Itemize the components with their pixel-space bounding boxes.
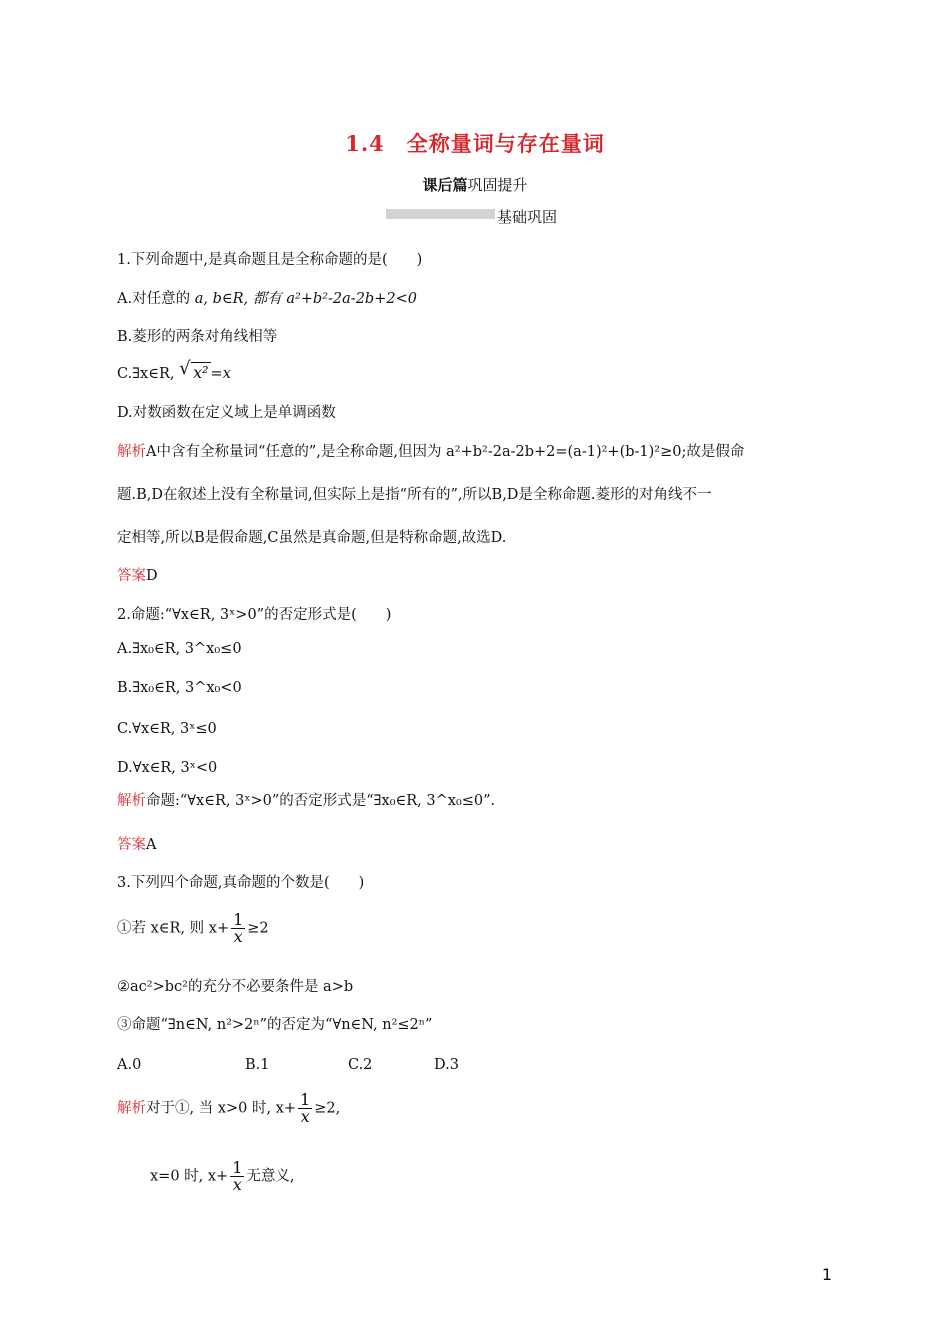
q3-line2-prefix: x=0 时, x+ (150, 1168, 229, 1185)
subtitle-rest: 巩固提升 (467, 176, 528, 194)
q1-answer-value: D (146, 568, 158, 584)
q3-option-a: A.0 (117, 1057, 142, 1073)
fraction-one-over-x (298, 1092, 312, 1125)
q3-analysis-suffix: ≥2, (314, 1100, 341, 1117)
q3-analysis-line-1 (117, 1092, 340, 1125)
fraction-one-over-x (230, 1160, 244, 1193)
q1-option-b: B.菱形的两条对角线相等 (117, 329, 278, 345)
fraction-denominator: x (232, 1175, 242, 1194)
q3-item-1 (117, 912, 269, 945)
q2-analysis-label: 解析 (117, 793, 146, 809)
q2-analysis (117, 791, 495, 811)
q1-option-c-suffix: =x (210, 366, 231, 382)
q1-option-d: D.对数函数在定义域上是单调函数 (117, 405, 336, 421)
section-bar (386, 209, 495, 219)
q1-analysis-text-1: A中含有全称量词“任意的”,是全称命题,但因为 a²+b²-2a-2b+2=(a-1)²+(b-1)²≥0;故是假命 (146, 444, 745, 460)
q1-analysis-line-2: 题.B,D在叙述上没有全称量词,但实际上是指“所有的”,所以B,D是全称命题.菱形的对角线不一 (117, 487, 712, 503)
q3-options (117, 1055, 537, 1075)
q2-stem: 2.命题:“∀x∈R, 3ˣ>0”的否定形式是( ) (117, 607, 392, 623)
q1-analysis-label: 解析 (117, 444, 146, 460)
q1-option-c (117, 358, 231, 384)
q3-item-3: ③命题“∃n∈N, n²>2ⁿ”的否定为“∀n∈N, n²≤2ⁿ” (117, 1017, 433, 1033)
q1-option-c-prefix: C.∃x∈R, (117, 366, 175, 382)
page-title: 1.4 全称量词与存在量词 (345, 131, 605, 156)
q1-stem: 1.下列命题中,是真命题且是全称命题的是( ) (117, 252, 423, 268)
page-number: 1 (821, 1265, 832, 1284)
subtitle (0, 174, 950, 195)
q3-item-1-suffix: ≥2 (247, 920, 269, 937)
q1-option-a-prefix: A.对任意的 (117, 291, 195, 307)
q2-option-c: C.∀x∈R, 3ˣ≤0 (117, 721, 217, 737)
q2-answer-label: 答案 (117, 837, 146, 853)
q3-analysis-prefix: 对于①, 当 x>0 时, x+ (146, 1100, 297, 1117)
fraction-numerator: 1 (233, 910, 244, 929)
fraction-numerator: 1 (232, 1158, 243, 1177)
q2-answer-value: A (146, 837, 157, 853)
q3-option-d: D.3 (434, 1057, 459, 1073)
q1-option-a-vars: a, b∈R, 都有 (194, 291, 287, 307)
q3-stem: 3.下列四个命题,真命题的个数是( ) (117, 875, 365, 891)
sqrt-radicand: x² (193, 363, 209, 382)
subtitle-bold: 课后篇 (422, 176, 468, 194)
q2-answer (117, 835, 156, 855)
q3-analysis-line-2 (150, 1160, 295, 1193)
section-heading: 基础巩固 (497, 208, 558, 226)
q1-analysis-line-3: 定相等,所以B是假命题,C虽然是真命题,但是特称命题,故选D. (117, 530, 507, 546)
q1-option-a-expr: a²+b²-2a-2b+2<0 (286, 291, 417, 307)
q3-line2-suffix: 无意义, (246, 1168, 295, 1185)
fraction-one-over-x (231, 912, 245, 945)
fraction-numerator: 1 (300, 1090, 311, 1109)
q1-answer (117, 566, 158, 586)
fraction-denominator: x (233, 927, 243, 946)
sqrt-expression (179, 358, 210, 384)
q1-option-a (117, 289, 417, 309)
fraction-denominator: x (300, 1107, 310, 1126)
q3-item-2: ②ac²>bc²的充分不必要条件是 a>b (117, 979, 354, 995)
q2-option-b: B.∃x₀∈R, 3^x₀<0 (117, 680, 242, 696)
q2-option-a: A.∃x₀∈R, 3^x₀≤0 (117, 641, 242, 657)
q2-option-d: D.∀x∈R, 3ˣ<0 (117, 760, 218, 776)
q1-answer-label: 答案 (117, 568, 146, 584)
q3-item-1-prefix: ①若 x∈R, 则 x+ (117, 920, 230, 937)
q3-option-c: C.2 (348, 1057, 373, 1073)
q3-analysis-label: 解析 (117, 1100, 146, 1117)
radical-icon: √ (179, 358, 191, 379)
q2-analysis-text: 命题:“∀x∈R, 3ˣ>0”的否定形式是“∃x₀∈R, 3^x₀≤0”. (146, 793, 496, 809)
q1-analysis-line-1 (117, 442, 744, 462)
q3-option-b: B.1 (245, 1057, 270, 1073)
